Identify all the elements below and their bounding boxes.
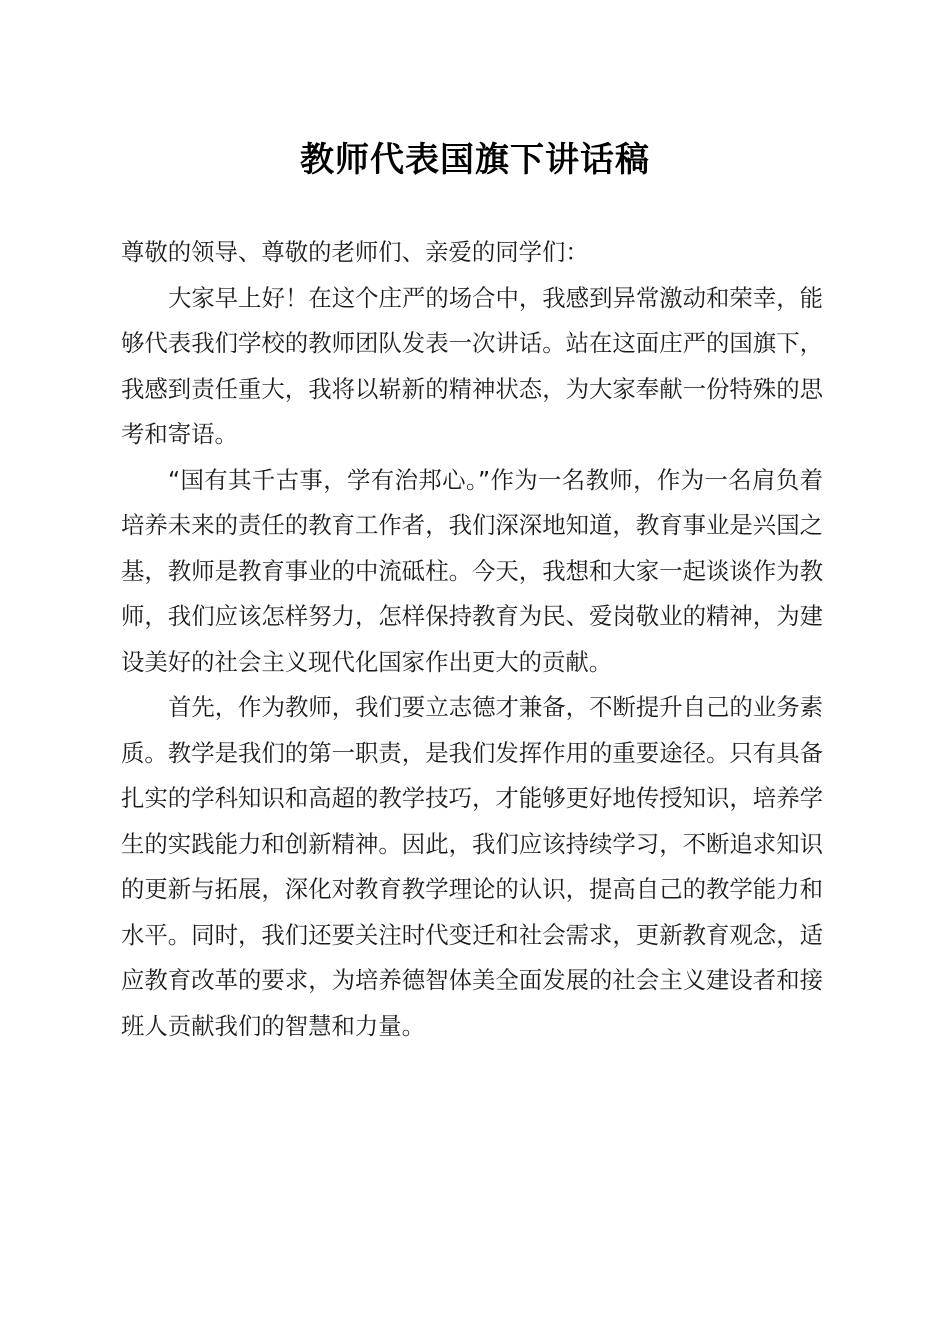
page-title: 教师代表国旗下讲话稿 — [300, 140, 650, 180]
document-body — [121, 230, 823, 1049]
salutation: 尊敬的领导、尊敬的老师们、亲爱的同学们： — [121, 238, 589, 266]
paragraph-first-point: 首先，作为教师，我们要立志德才兼备，不断提升自己的业务素质。教学是我们的第一职责，是我们发挥作用的重要途径。只有具备扎实的学科知识和高超的教学技巧，才能够更好地传授知识，培养学生的实践能力和创新精神。因此，我们应该持续学习，不断追求知识的更新与拓展，深化对教育教学理论的认识，提高自己的教学能力和水平。同时，我们还要关注时代变迁和社会需求，更新教育观念，适应教育改革的要求，为培养德智体美全面发展的社会主义建设者和接班人贡献我们的智慧和力量。 — [121, 693, 823, 1040]
paragraph-quote: “国有其千古事，学有治邦心。”作为一名教师，作为一名肩负着培养未来的责任的教育工作者，我们深深地知道，教育事业是兴国之基，教师是教育事业的中流砥柱。今天，我想和大家一起谈谈作为教师，我们应该怎样努力，怎样保持教育为民、爱岗敬业的精神，为建设美好的社会主义现代化国家作出更大的贡献。 — [121, 465, 823, 676]
paragraph-greeting: 大家早上好！在这个庄严的场合中，我感到异常激动和荣幸，能够代表我们学校的教师团队发表一次讲话。站在这面庄严的国旗下，我感到责任重大，我将以崭新的精神状态，为大家奉献一份特殊的思考和寄语。 — [121, 283, 823, 448]
